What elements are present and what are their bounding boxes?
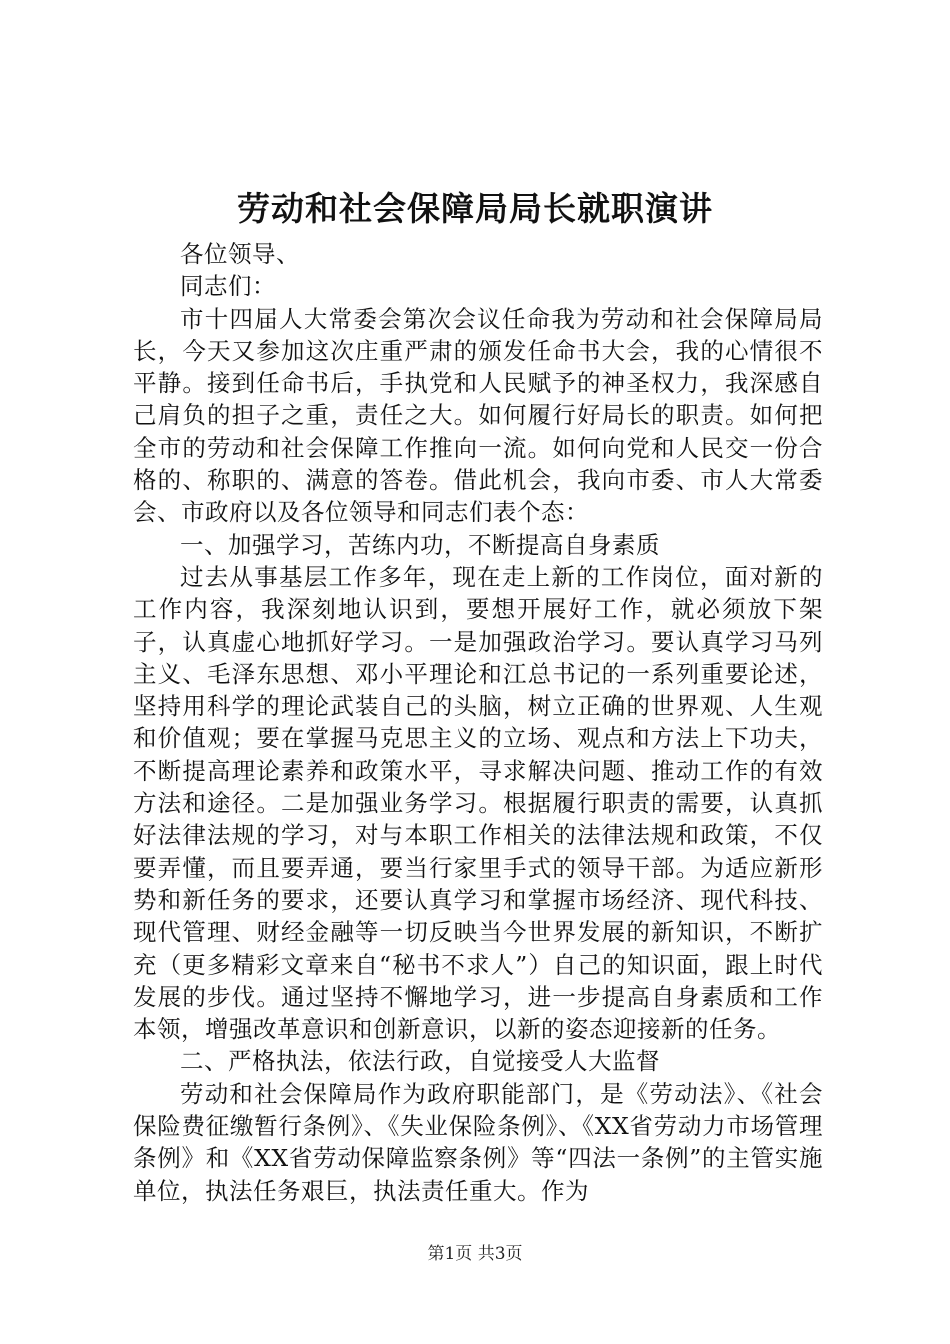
- section-heading-1: 一、加强学习，苦练内功，不断提高自身素质: [180, 530, 660, 559]
- page-indicator: 第1页 共3页: [427, 1244, 523, 1264]
- document-body: [133, 238, 823, 1207]
- salutation-line-1: 各位领导、: [180, 240, 300, 268]
- paragraph-study: 过去从事基层工作多年，现在走上新的工作岗位，面对新的工作内容，我深刻地认识到，要想开展好工作，就必须放下架子，认真虚心地抓好学习。一是加强政治学习。要认真学习马列主义、毛泽东思想、邓小平理论和江总书记的一系列重要论述，坚持用科学的理论武装自己的头脑，树立正确的世界观、人生观和价值观；要在掌握马克思主义的立场、观点和方法上下功夫，不断提高理论素养和政策水平，寻求解决问题、推动工作的有效方法和途径。二是加强业务学习。根据履行职责的需要，认真抓好法律法规的学习，对与本职工作相关的法律法规和政策，不仅要弄懂，而且要弄通，要当行家里手式的领导干部。为适应新形势和新任务的要求，还要认真学习和掌握市场经济、现代科技、现代管理、财经金融等一切反映当今世界发展的新知识，不断扩充（更多精彩文章来自“秘书不求人”）自己的知识面，跟上时代发展的步伐。通过坚持不懈地学习，进一步提高自身素质和工作本领，增强改革意识和创新意识，以新的姿态迎接新的任务。: [133, 562, 823, 1044]
- salutation-line-2: 同志们：: [180, 272, 276, 301]
- section-heading-2: 二、严格执法，依法行政，自觉接受人大监督: [180, 1047, 660, 1076]
- document-title: 劳动和社会保障局局长就职演讲: [237, 189, 713, 228]
- paragraph-intro: 市十四届人大常委会第次会议任命我为劳动和社会保障局局长，今天又参加这次庄重严肃的颁发任命书大会，我的心情很不平静。接到任命书后，手执党和人民赋予的神圣权力，我深感自己肩负的担子之重，责任之大。如何履行好局长的职责。如何把全市的劳动和社会保障工作推向一流。如何向党和人民交一份合格的、称职的、满意的答卷。借此机会，我向市委、市人大常委会、市政府以及各位领导和同志们表个态：: [133, 304, 823, 527]
- paragraph-law: 劳动和社会保障局作为政府职能部门，是《劳动法》、《社会保险费征缴暂行条例》、《失业保险条例》、《XX省劳动力市场管理条例》和《XX省劳动保障监察条例》等“四法一条例”的主管实施单位，执法任务艰巨，执法责任重大。作为: [133, 1079, 823, 1205]
